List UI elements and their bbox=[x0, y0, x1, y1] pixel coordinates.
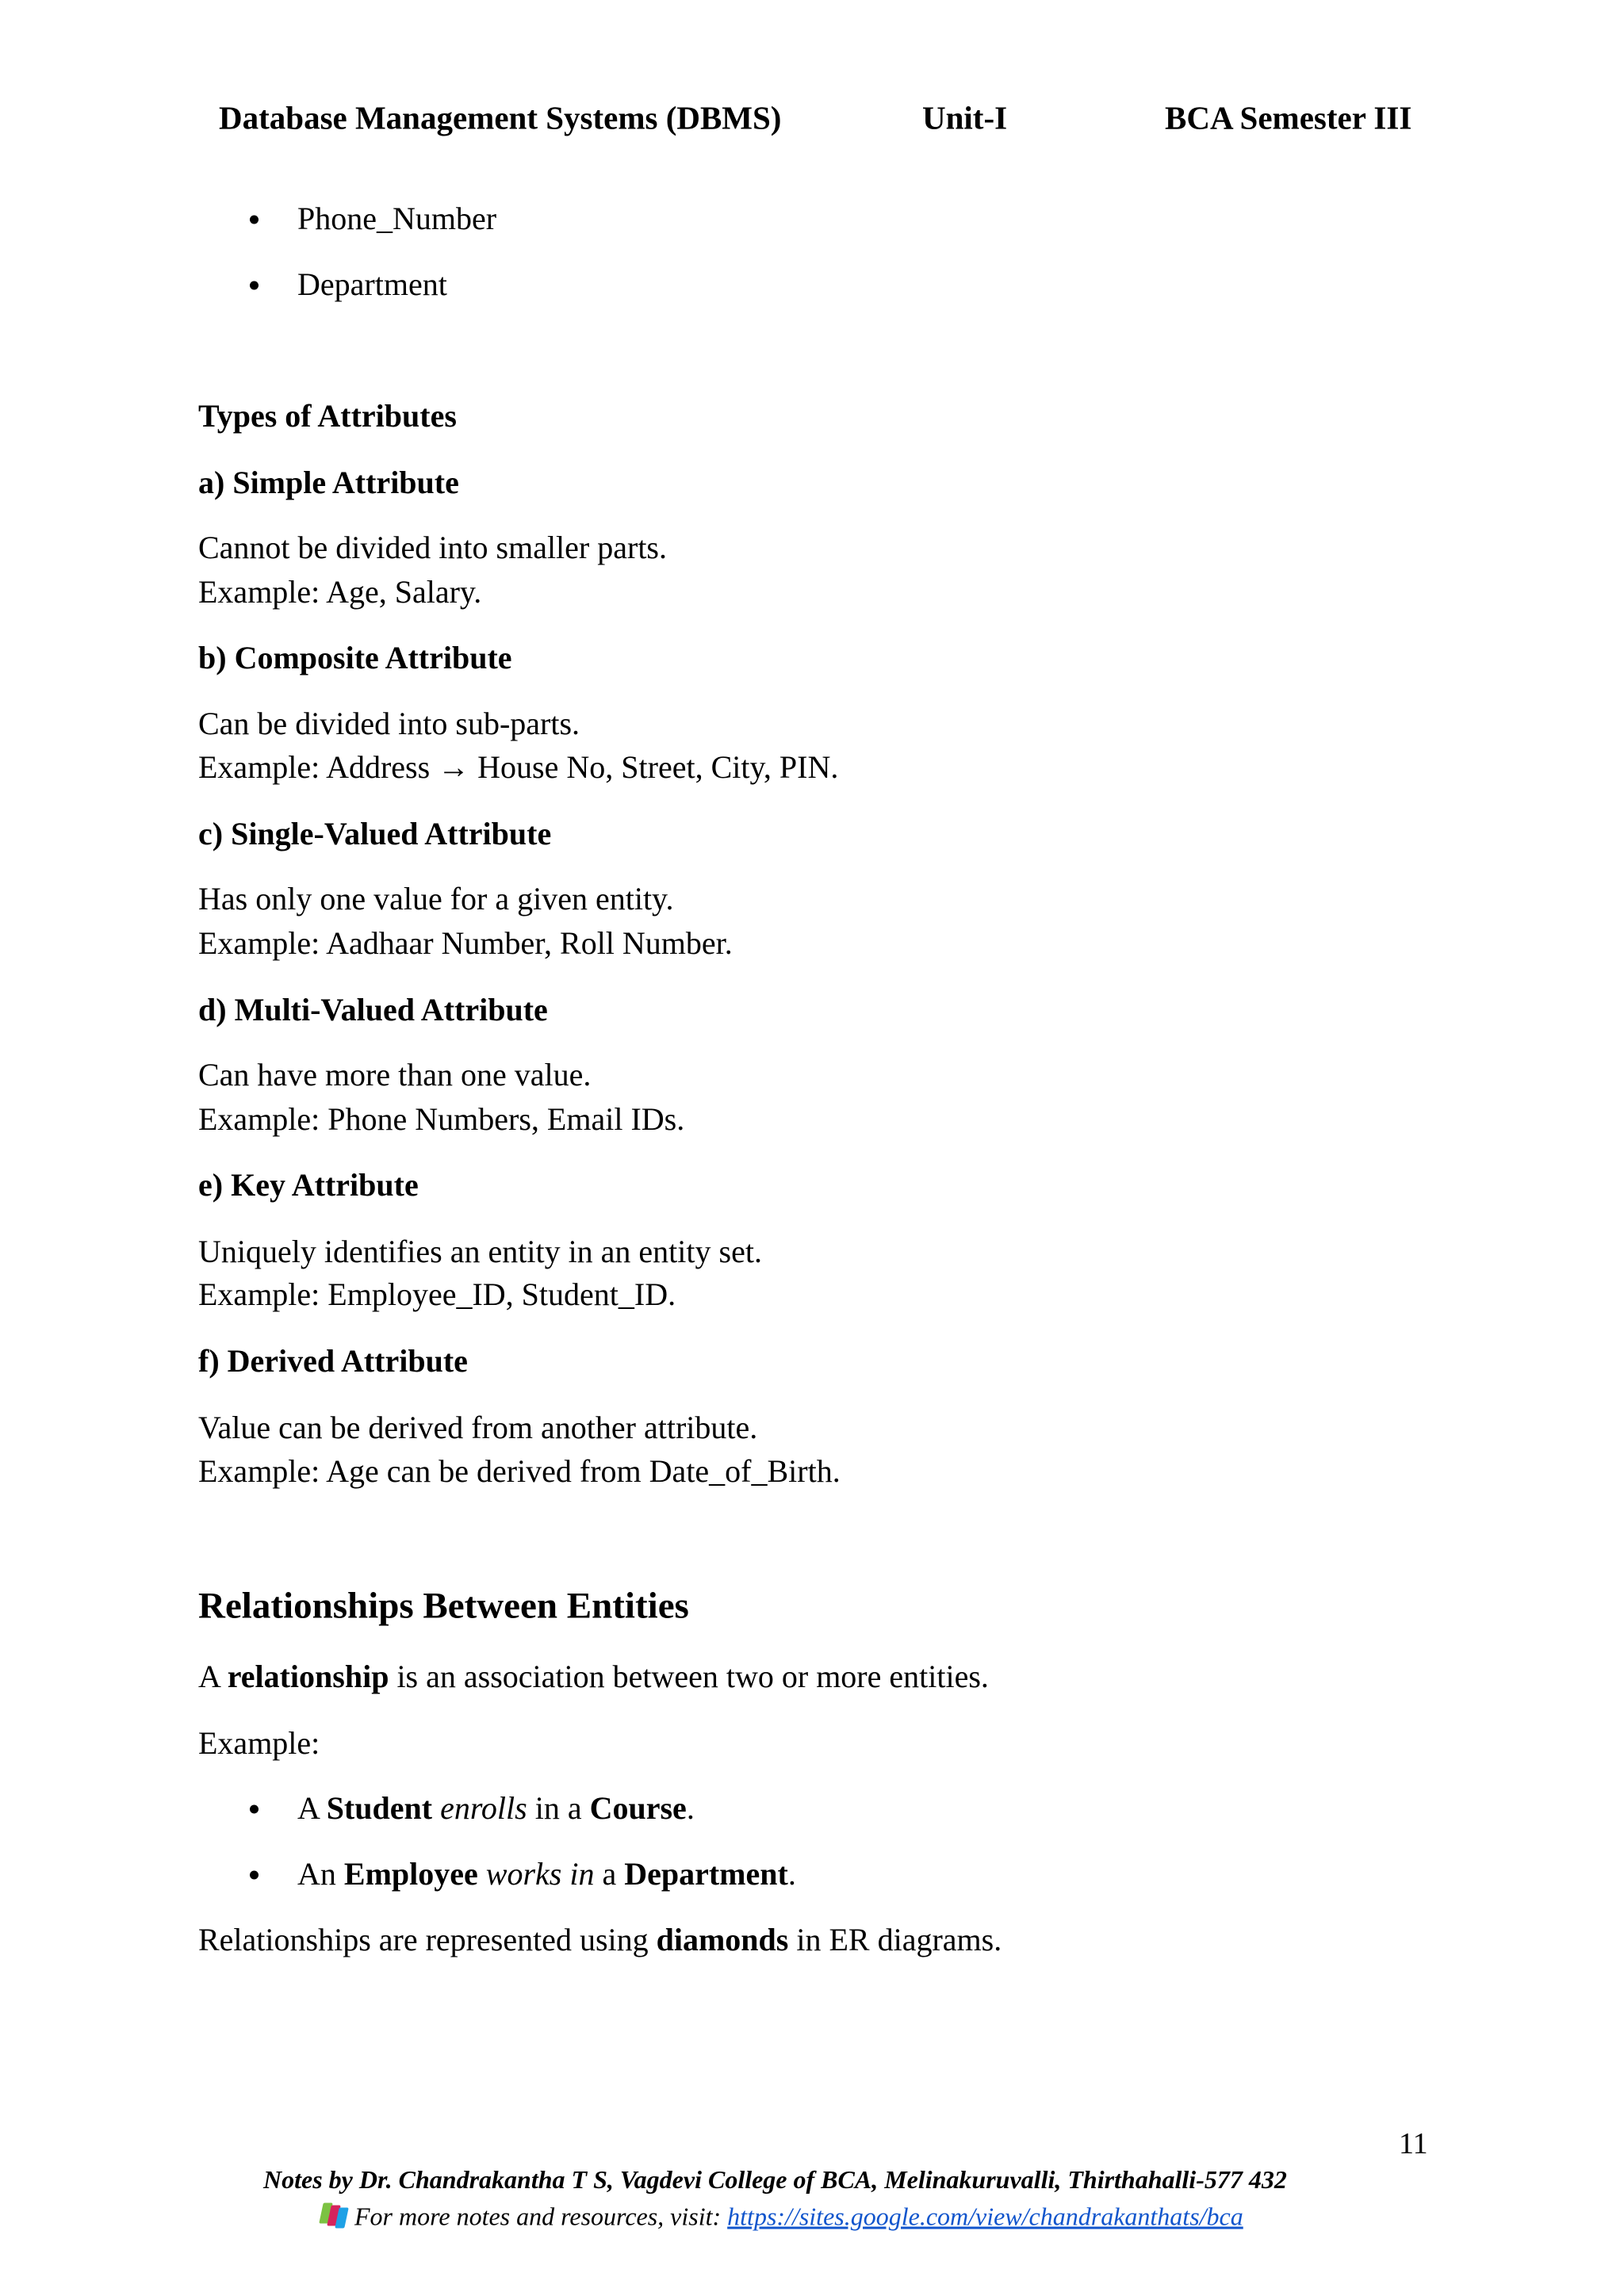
relationship-verb: enrolls bbox=[440, 1790, 527, 1826]
section-title-relationships: Relationships Between Entities bbox=[198, 1585, 689, 1627]
header-course-title: Database Management Systems (DBMS) bbox=[219, 99, 782, 136]
relationship-verb: works in bbox=[485, 1856, 595, 1892]
attribute-heading: e) Key Attribute bbox=[198, 1167, 419, 1203]
relationship-note bbox=[198, 1924, 1002, 1956]
attribute-example: Example: Age can be derived from Date_of_Birth. bbox=[198, 1453, 841, 1489]
bullet-icon bbox=[250, 1805, 259, 1814]
header-semester: BCA Semester III bbox=[1165, 99, 1412, 136]
relationship-definition bbox=[198, 1661, 989, 1693]
attribute-desc: Has only one value for a given entity. bbox=[198, 881, 674, 916]
relationship-example bbox=[297, 1790, 695, 1826]
text: in a bbox=[527, 1790, 590, 1826]
text: An bbox=[297, 1856, 344, 1892]
example-label: Example: bbox=[198, 1725, 320, 1761]
footer-visit bbox=[320, 2203, 1243, 2229]
attribute-example: Example: Employee_ID, Student_ID. bbox=[198, 1276, 676, 1312]
page-number: 11 bbox=[1399, 2127, 1428, 2160]
text: A bbox=[198, 1659, 228, 1694]
text: is an association between two or more entities. bbox=[389, 1659, 989, 1694]
attribute-desc: Can have more than one value. bbox=[198, 1057, 592, 1093]
entity-name: Employee bbox=[343, 1856, 478, 1892]
entity-name: Course bbox=[589, 1790, 687, 1826]
list-item: Phone_Number bbox=[297, 201, 497, 236]
attribute-desc: Value can be derived from another attribute. bbox=[198, 1410, 758, 1445]
attribute-example: Example: Address → House No, Street, City, PIN. bbox=[198, 749, 839, 785]
attribute-desc: Can be divided into sub-parts. bbox=[198, 706, 580, 741]
attribute-heading: d) Multi-Valued Attribute bbox=[198, 992, 548, 1027]
text: . bbox=[787, 1856, 796, 1892]
bullet-icon bbox=[250, 1871, 259, 1880]
footer-credit: Notes by Dr. Chandrakantha T S, Vagdevi College of BCA, Melinakuruvalli, Thirthahalli-577 432 bbox=[263, 2165, 1287, 2194]
attribute-example: Example: Age, Salary. bbox=[198, 574, 482, 610]
attribute-heading: c) Single-Valued Attribute bbox=[198, 816, 552, 851]
attribute-heading: f) Derived Attribute bbox=[198, 1343, 468, 1379]
attribute-heading: a) Simple Attribute bbox=[198, 465, 459, 500]
bold-term: relationship bbox=[227, 1659, 389, 1694]
attribute-desc: Cannot be divided into smaller parts. bbox=[198, 530, 667, 565]
attribute-example: Example: Phone Numbers, Email IDs. bbox=[198, 1101, 685, 1137]
bold-term: diamonds bbox=[656, 1922, 789, 1957]
text: in ER diagrams. bbox=[788, 1922, 1002, 1957]
books-icon bbox=[320, 2203, 348, 2229]
list-item: Department bbox=[297, 266, 447, 302]
bullet-icon bbox=[250, 216, 259, 224]
attribute-example: Example: Aadhaar Number, Roll Number. bbox=[198, 925, 733, 961]
entity-name: Department bbox=[624, 1856, 788, 1892]
entity-name: Student bbox=[326, 1790, 433, 1826]
visit-text: For more notes and resources, visit: bbox=[354, 2202, 728, 2231]
section-title-types: Types of Attributes bbox=[198, 398, 457, 434]
bullet-icon bbox=[250, 281, 259, 290]
text: A bbox=[297, 1790, 327, 1826]
text: . bbox=[686, 1790, 695, 1826]
resources-link[interactable]: https://sites.google.com/view/chandrakanthats/bca bbox=[727, 2202, 1243, 2231]
attribute-desc: Uniquely identifies an entity in an entity set. bbox=[198, 1234, 762, 1269]
attribute-heading: b) Composite Attribute bbox=[198, 640, 512, 675]
relationship-example bbox=[297, 1858, 796, 1890]
text: Relationships are represented using bbox=[198, 1922, 657, 1957]
header-unit: Unit-I bbox=[922, 99, 1008, 136]
text: a bbox=[594, 1856, 625, 1892]
